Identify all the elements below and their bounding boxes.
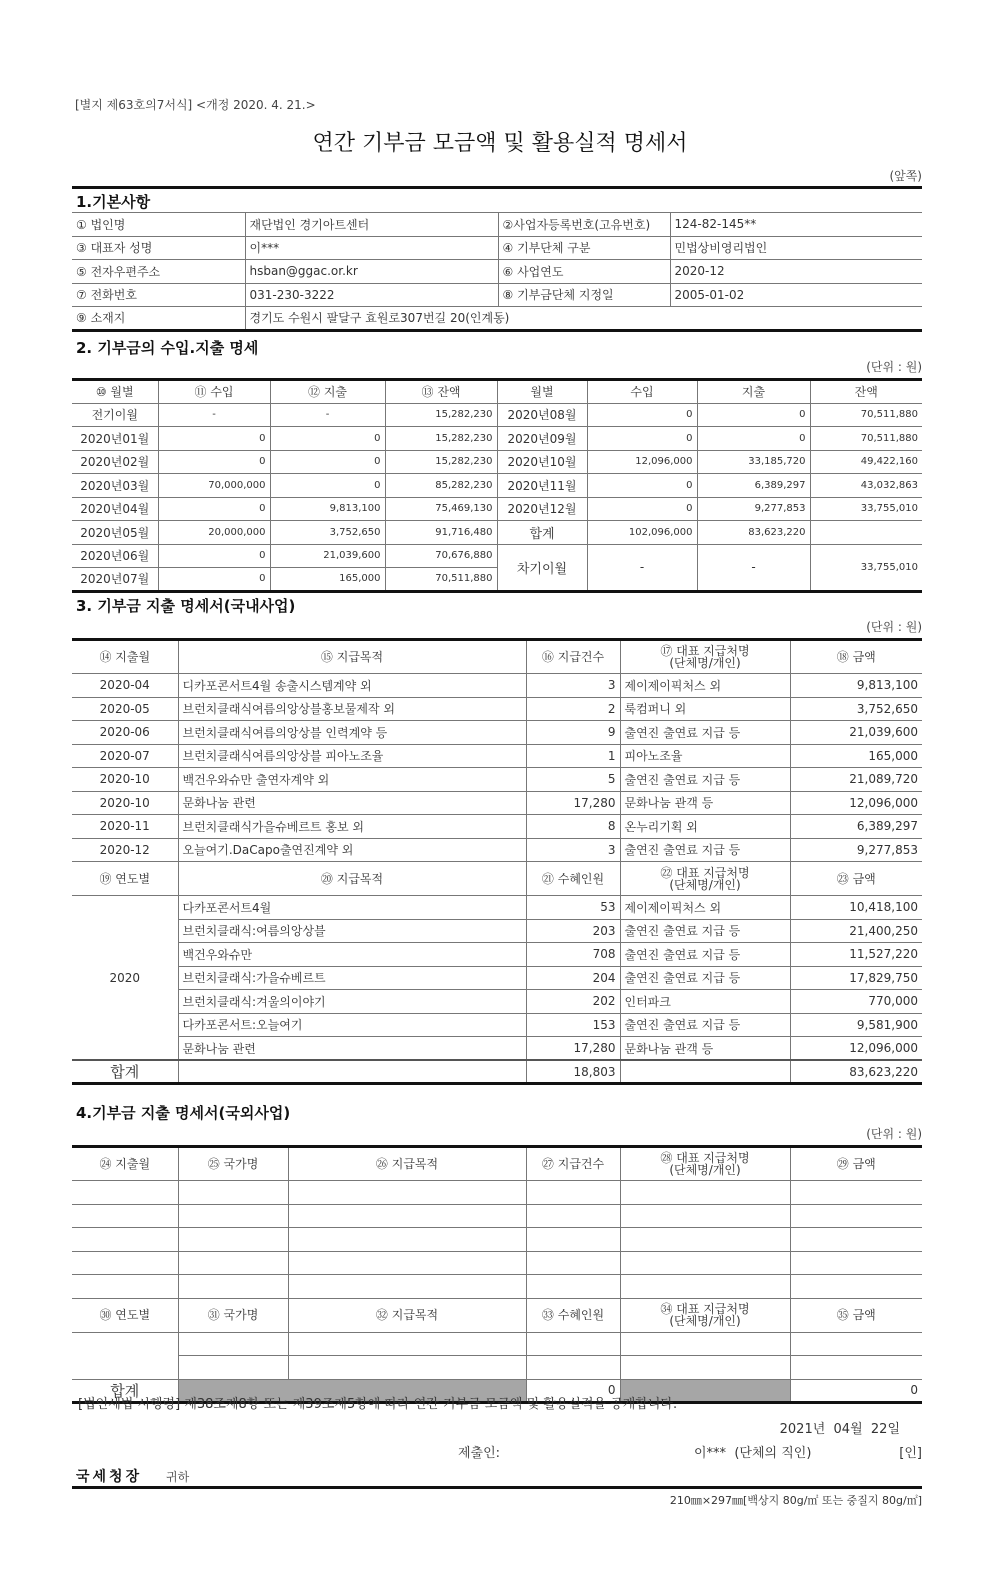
- col-header-amount: ⑱ 금액: [790, 640, 922, 674]
- fiscal-year-value: 2020-12: [670, 260, 922, 284]
- month: 2020년05월: [72, 521, 158, 545]
- amount: 11,527,220: [790, 943, 922, 967]
- cell: [620, 1275, 790, 1299]
- col-header-purpose: ⑮ 지급목적: [178, 640, 526, 674]
- income: 70,000,000: [158, 474, 270, 498]
- balance: 33,755,010: [810, 497, 922, 521]
- expense-month: 2020-10: [72, 768, 178, 792]
- payee-header-line2: (단체명/개인): [669, 1163, 741, 1177]
- purpose: 브런치클래식:가을슈베르트: [178, 966, 526, 990]
- col-header-amount: ㉟ 금액: [790, 1298, 922, 1332]
- table-row: [72, 815, 922, 839]
- total-balance: [810, 521, 922, 545]
- table-row: [72, 403, 922, 427]
- purpose: 브런치클래식여름의앙상블 피아노조율: [178, 744, 526, 768]
- cell: [526, 1251, 620, 1275]
- count: 3: [526, 838, 620, 862]
- count: 17,280: [526, 791, 620, 815]
- count: 3: [526, 674, 620, 698]
- purpose: 다카포콘서트4월: [178, 896, 526, 920]
- purpose: 백건우와슈만: [178, 943, 526, 967]
- designation-date-value: 2005-01-02: [670, 283, 922, 307]
- addressee: 국세청장: [76, 1469, 143, 1485]
- biz-reg-no-value: 124-82-145**: [670, 213, 922, 237]
- amount: 17,829,750: [790, 966, 922, 990]
- section1-title: 1.기본사항: [76, 193, 151, 211]
- purpose: 브런치클래식여름의앙상블홍보물제작 외: [178, 697, 526, 721]
- form-number-note: [별지 제63호의7서식] <개정 2020. 4. 21.>: [75, 98, 316, 112]
- submitter-label: 제출인:: [458, 1446, 501, 1461]
- month: 2020년10월: [497, 450, 587, 474]
- expense: 165,000: [270, 568, 385, 592]
- section4-title: 4.기부금 지출 명세서(국외사업): [76, 1104, 291, 1122]
- payee: 출연진 출연료 지급 등: [620, 721, 790, 745]
- table-header-row: [72, 380, 922, 404]
- purpose: 오늘여기.DaCapo출연진계약 외: [178, 838, 526, 862]
- purpose: 브런치클래식:여름의앙상블: [178, 919, 526, 943]
- carryover-label: 차기이월: [497, 544, 587, 591]
- table-row: [72, 1037, 922, 1061]
- footer-rule: [72, 1486, 922, 1489]
- cell: [288, 1181, 526, 1205]
- purpose: 문화나눔 관련: [178, 1037, 526, 1061]
- balance: 70,511,880: [385, 568, 497, 592]
- unit-label: (단위 : 원): [866, 1127, 922, 1141]
- basic-info-row: [72, 283, 922, 307]
- expense: 9,277,853: [697, 497, 810, 521]
- col-header-expense-2: 지출: [697, 380, 810, 404]
- phone-label: ⑦ 전화번호: [72, 283, 245, 307]
- cell: [620, 1204, 790, 1228]
- representative-label: ③ 대표자 성명: [72, 236, 245, 260]
- cell: [620, 1181, 790, 1205]
- cell: [790, 1251, 922, 1275]
- balance: 70,511,880: [810, 427, 922, 451]
- table-row: [72, 450, 922, 474]
- cell: [72, 1332, 178, 1379]
- income: 0: [158, 427, 270, 451]
- beneficiaries: 708: [526, 943, 620, 967]
- cell: [620, 1228, 790, 1252]
- beneficiaries: 153: [526, 1013, 620, 1037]
- payee: 제이제이픽처스 외: [620, 896, 790, 920]
- total-row: [72, 1060, 922, 1084]
- col-header-country: ㉕ 국가명: [178, 1147, 288, 1181]
- col-header-payee: [620, 1147, 790, 1181]
- table-row: [72, 943, 922, 967]
- payee: 출연진 출연료 지급 등: [620, 919, 790, 943]
- payee: 온누리기획 외: [620, 815, 790, 839]
- carryover-income: -: [587, 544, 697, 591]
- col-header-purpose: ㉜ 지급목적: [288, 1298, 526, 1332]
- count: 9: [526, 721, 620, 745]
- purpose: 디카포콘서트4월 송출시스템계약 외: [178, 674, 526, 698]
- cell: [72, 1204, 178, 1228]
- total-count: 0: [526, 1379, 620, 1403]
- income: 12,096,000: [587, 450, 697, 474]
- amount: 165,000: [790, 744, 922, 768]
- purpose: 브런치클래식여름의앙상블 인력계약 등: [178, 721, 526, 745]
- month: 2020년04월: [72, 497, 158, 521]
- table-row: [72, 838, 922, 862]
- table-row: [72, 474, 922, 498]
- legal-statement: [법인세법 시행령] 제38조제8항 또는 제39조제5항에 따라 연간 기부금 모금액 및 활용실적을 공개합니다.: [78, 1397, 678, 1412]
- income-expense-table: [72, 378, 922, 593]
- seal-mark: [인]: [899, 1446, 922, 1461]
- cell: [288, 1332, 526, 1356]
- month: 2020년07월: [72, 568, 158, 592]
- table-header-row: [72, 1298, 922, 1332]
- col-header-purpose: ㉖ 지급목적: [288, 1147, 526, 1181]
- payee-header-line2: (단체명/개인): [669, 1314, 741, 1328]
- cell: [178, 1356, 288, 1380]
- total-amount: 83,623,220: [790, 1060, 922, 1084]
- col-header-beneficiaries: ㉝ 수혜인원: [526, 1298, 620, 1332]
- income: 0: [158, 568, 270, 592]
- col-header-amount: ㉙ 금액: [790, 1147, 922, 1181]
- amount: 6,389,297: [790, 815, 922, 839]
- count: 2: [526, 697, 620, 721]
- cell: [288, 1275, 526, 1299]
- balance: 91,716,480: [385, 521, 497, 545]
- beneficiaries: 17,280: [526, 1037, 620, 1061]
- expense: 6,389,297: [697, 474, 810, 498]
- expense: 0: [270, 474, 385, 498]
- amount: 12,096,000: [790, 791, 922, 815]
- total-income: 102,096,000: [587, 521, 697, 545]
- col-header-expense-month: ⑭ 지출월: [72, 640, 178, 674]
- payee-header-line2: (단체명/개인): [669, 877, 741, 892]
- count: 8: [526, 815, 620, 839]
- section3-title: 3. 기부금 지출 명세서(국내사업): [76, 597, 296, 615]
- basic-info-row: [72, 307, 922, 331]
- month: 2020년02월: [72, 450, 158, 474]
- income: 0: [587, 497, 697, 521]
- cell: [178, 1275, 288, 1299]
- expense: 9,813,100: [270, 497, 385, 521]
- basic-info-row: [72, 236, 922, 260]
- cell: [178, 1228, 288, 1252]
- overseas-expense-table: [72, 1145, 922, 1404]
- col-header-income: ⑪ 수입: [158, 380, 270, 404]
- col-header-expense-month: ㉔ 지출월: [72, 1147, 178, 1181]
- expense-month: 2020-11: [72, 815, 178, 839]
- cell: [288, 1356, 526, 1380]
- cell: [790, 1332, 922, 1356]
- year: 2020: [72, 896, 178, 1061]
- table-row: [72, 721, 922, 745]
- balance: 70,511,880: [810, 403, 922, 427]
- cell: [620, 1251, 790, 1275]
- table-row-empty: [72, 1228, 922, 1252]
- expense: 0: [697, 403, 810, 427]
- submission-date: 2021년 04월 22일: [779, 1422, 900, 1437]
- amount: 10,418,100: [790, 896, 922, 920]
- cell: [72, 1181, 178, 1205]
- cell: [72, 1251, 178, 1275]
- representative-value: 이***: [245, 236, 498, 260]
- payee: 룩컴퍼니 외: [620, 697, 790, 721]
- table-row-empty: [72, 1204, 922, 1228]
- table-row-empty: [72, 1251, 922, 1275]
- table-header-row: [72, 862, 922, 896]
- col-header-amount: ㉓ 금액: [790, 862, 922, 896]
- paper-spec-note: 210㎜×297㎜[백상지 80g/㎡ 또는 중질지 80g/㎡]: [669, 1494, 922, 1507]
- balance: 70,676,880: [385, 544, 497, 568]
- total-label: 합계: [497, 521, 587, 545]
- income: 0: [158, 497, 270, 521]
- amount: 9,813,100: [790, 674, 922, 698]
- cell: [178, 1204, 288, 1228]
- basic-info-table: [72, 212, 922, 332]
- addressee-suffix: 귀하: [166, 1470, 190, 1484]
- cell: [790, 1356, 922, 1380]
- payee: 문화나눔 관객 등: [620, 1037, 790, 1061]
- email-label: ⑤ 전자우편주소: [72, 260, 245, 284]
- col-header-income-2: 수입: [587, 380, 697, 404]
- carryover-balance: 33,755,010: [810, 544, 922, 591]
- unit-label: (단위 : 원): [866, 620, 922, 634]
- table-row: [72, 427, 922, 451]
- page-side-label: (앞쪽): [889, 169, 922, 183]
- payee-header-line1: ㉒ 대표 지급처명: [660, 865, 750, 880]
- table-row: [72, 674, 922, 698]
- cell: [790, 1204, 922, 1228]
- table-row: [72, 744, 922, 768]
- payee: 제이제이픽처스 외: [620, 674, 790, 698]
- payee: 출연진 출연료 지급 등: [620, 1013, 790, 1037]
- income: 0: [587, 427, 697, 451]
- table-row-empty: [72, 1356, 922, 1380]
- month: 2020년09월: [497, 427, 587, 451]
- address-label: ⑨ 소재지: [72, 307, 245, 331]
- basic-info-row: [72, 260, 922, 284]
- payee: 문화나눔 관객 등: [620, 791, 790, 815]
- count: 5: [526, 768, 620, 792]
- col-header-count: ㉗ 지급건수: [526, 1147, 620, 1181]
- balance: 43,032,863: [810, 474, 922, 498]
- fiscal-year-label: ⑥ 사업연도: [498, 260, 670, 284]
- total-label: 합계: [72, 1060, 178, 1084]
- table-row-empty: [72, 1275, 922, 1299]
- income: 0: [158, 544, 270, 568]
- address-value: 경기도 수원시 팔달구 효원로307번길 20(인계동): [245, 307, 922, 331]
- col-header-year: ㉚ 연도별: [72, 1298, 178, 1332]
- purpose: 브런치클래식가을슈베르트 홍보 외: [178, 815, 526, 839]
- section1-top-rule: [72, 186, 922, 189]
- amount: 3,752,650: [790, 697, 922, 721]
- biz-reg-no-label: ②사업자등록번호(고유번호): [498, 213, 670, 237]
- table-row: [72, 791, 922, 815]
- expense-month: 2020-07: [72, 744, 178, 768]
- payee-header-line2: (단체명/개인): [669, 656, 741, 670]
- expense: 33,185,720: [697, 450, 810, 474]
- table-header-row: [72, 1147, 922, 1181]
- table-row: [72, 1013, 922, 1037]
- income: -: [158, 403, 270, 427]
- org-type-label: ④ 기부단체 구분: [498, 236, 670, 260]
- table-row: [72, 544, 922, 568]
- col-header-expense: ⑫ 지출: [270, 380, 385, 404]
- cell: [790, 1275, 922, 1299]
- col-header-purpose: ⑳ 지급목적: [178, 862, 526, 896]
- col-header-beneficiaries: ㉑ 수혜인원: [526, 862, 620, 896]
- expense-month: 2020-05: [72, 697, 178, 721]
- amount: 12,096,000: [790, 1037, 922, 1061]
- table-row-empty: [72, 1332, 922, 1356]
- purpose: 백건우와슈만 출연자계약 외: [178, 768, 526, 792]
- payee-header-line1: ⑰ 대표 지급처명: [660, 644, 750, 658]
- balance: 15,282,230: [385, 403, 497, 427]
- cell: [288, 1228, 526, 1252]
- payee: 인터파크: [620, 990, 790, 1014]
- payee: 피아노조율: [620, 744, 790, 768]
- month: 2020년06월: [72, 544, 158, 568]
- corp-name-label: ① 법인명: [72, 213, 245, 237]
- income: 20,000,000: [158, 521, 270, 545]
- carryover-expense: -: [697, 544, 810, 591]
- cell: [790, 1228, 922, 1252]
- beneficiaries: 53: [526, 896, 620, 920]
- col-header-year: ⑲ 연도별: [72, 862, 178, 896]
- month: 2020년01월: [72, 427, 158, 451]
- purpose: 다카포콘서트:오늘여기: [178, 1013, 526, 1037]
- payee: 출연진 출연료 지급 등: [620, 966, 790, 990]
- amount: 9,277,853: [790, 838, 922, 862]
- cell: [526, 1332, 620, 1356]
- cell: [526, 1275, 620, 1299]
- col-header-count: ⑯ 지급건수: [526, 640, 620, 674]
- designation-date-label: ⑧ 기부금단체 지정일: [498, 283, 670, 307]
- amount: 21,400,250: [790, 919, 922, 943]
- month: 전기이월: [72, 403, 158, 427]
- basic-info-row: [72, 213, 922, 237]
- total-beneficiaries: 18,803: [526, 1060, 620, 1084]
- beneficiaries: 202: [526, 990, 620, 1014]
- col-header-country: ㉛ 국가명: [178, 1298, 288, 1332]
- purpose: 브런치클래식:겨울의이야기: [178, 990, 526, 1014]
- table-header-row: [72, 640, 922, 674]
- expense-month: 2020-12: [72, 838, 178, 862]
- cell: [526, 1204, 620, 1228]
- balance: 15,282,230: [385, 427, 497, 451]
- amount: 21,039,600: [790, 721, 922, 745]
- payee: 출연진 출연료 지급 등: [620, 768, 790, 792]
- expense: -: [270, 403, 385, 427]
- col-header-payee: [620, 640, 790, 674]
- month: 2020년08월: [497, 403, 587, 427]
- col-header-payee: [620, 1298, 790, 1332]
- total-label: 합계: [72, 1379, 178, 1403]
- table-row: [72, 990, 922, 1014]
- cell: [526, 1228, 620, 1252]
- expense: 0: [270, 450, 385, 474]
- count: 1: [526, 744, 620, 768]
- cell: [288, 1204, 526, 1228]
- col-header-month-2: 월별: [497, 380, 587, 404]
- total-payee-empty: [620, 1060, 790, 1084]
- cell: [526, 1356, 620, 1380]
- beneficiaries: 203: [526, 919, 620, 943]
- payee: 출연진 출연료 지급 등: [620, 943, 790, 967]
- month: 2020년11월: [497, 474, 587, 498]
- col-header-balance: ⑬ 잔액: [385, 380, 497, 404]
- cell: [72, 1275, 178, 1299]
- section2-title: 2. 기부금의 수입.지출 명세: [76, 339, 259, 357]
- amount: 21,089,720: [790, 768, 922, 792]
- income: 0: [587, 403, 697, 427]
- cell: [790, 1181, 922, 1205]
- purpose: 문화나눔 관련: [178, 791, 526, 815]
- cell: [178, 1332, 288, 1356]
- month: 2020년12월: [497, 497, 587, 521]
- table-row: [72, 919, 922, 943]
- income: 0: [158, 450, 270, 474]
- balance: 85,282,230: [385, 474, 497, 498]
- table-row-empty: [72, 1181, 922, 1205]
- table-row: [72, 896, 922, 920]
- table-row: [72, 966, 922, 990]
- amount: 9,581,900: [790, 1013, 922, 1037]
- domestic-expense-table: [72, 638, 922, 1085]
- amount: 770,000: [790, 990, 922, 1014]
- submitter-name: 이*** (단체의 직인): [694, 1446, 812, 1461]
- col-header-month: ⑩ 월별: [72, 380, 158, 404]
- table-row: [72, 497, 922, 521]
- cell: [620, 1332, 790, 1356]
- payee-header-line1: ㉞ 대표 지급처명: [660, 1302, 750, 1316]
- month: 2020년03월: [72, 474, 158, 498]
- cell: [288, 1251, 526, 1275]
- expense-month: 2020-04: [72, 674, 178, 698]
- cell: [72, 1228, 178, 1252]
- phone-value: 031-230-3222: [245, 283, 498, 307]
- expense: 3,752,650: [270, 521, 385, 545]
- email-value: hsban@ggac.or.kr: [245, 260, 498, 284]
- income: 0: [587, 474, 697, 498]
- col-header-balance-2: 잔액: [810, 380, 922, 404]
- table-row: [72, 521, 922, 545]
- org-type-value: 민법상비영리법인: [670, 236, 922, 260]
- expense: 21,039,600: [270, 544, 385, 568]
- total-purpose-empty: [178, 1060, 526, 1084]
- table-row: [72, 768, 922, 792]
- col-header-payee: [620, 862, 790, 896]
- balance: 15,282,230: [385, 450, 497, 474]
- unit-label: (단위 : 원): [866, 360, 922, 374]
- cell: [526, 1181, 620, 1205]
- expense-month: 2020-06: [72, 721, 178, 745]
- corp-name-value: 재단법인 경기아트센터: [245, 213, 498, 237]
- cell: [178, 1251, 288, 1275]
- expense: 0: [697, 427, 810, 451]
- total-amount: 0: [790, 1379, 922, 1403]
- document-title: 연간 기부금 모금액 및 활용실적 명세서: [312, 131, 688, 156]
- table-row: [72, 697, 922, 721]
- payee-header-line1: ㉘ 대표 지급처명: [660, 1151, 750, 1165]
- cell: [178, 1181, 288, 1205]
- expense: 0: [270, 427, 385, 451]
- balance: 49,422,160: [810, 450, 922, 474]
- cell: [620, 1356, 790, 1380]
- expense-month: 2020-10: [72, 791, 178, 815]
- balance: 75,469,130: [385, 497, 497, 521]
- beneficiaries: 204: [526, 966, 620, 990]
- total-expense: 83,623,220: [697, 521, 810, 545]
- payee: 출연진 출연료 지급 등: [620, 838, 790, 862]
